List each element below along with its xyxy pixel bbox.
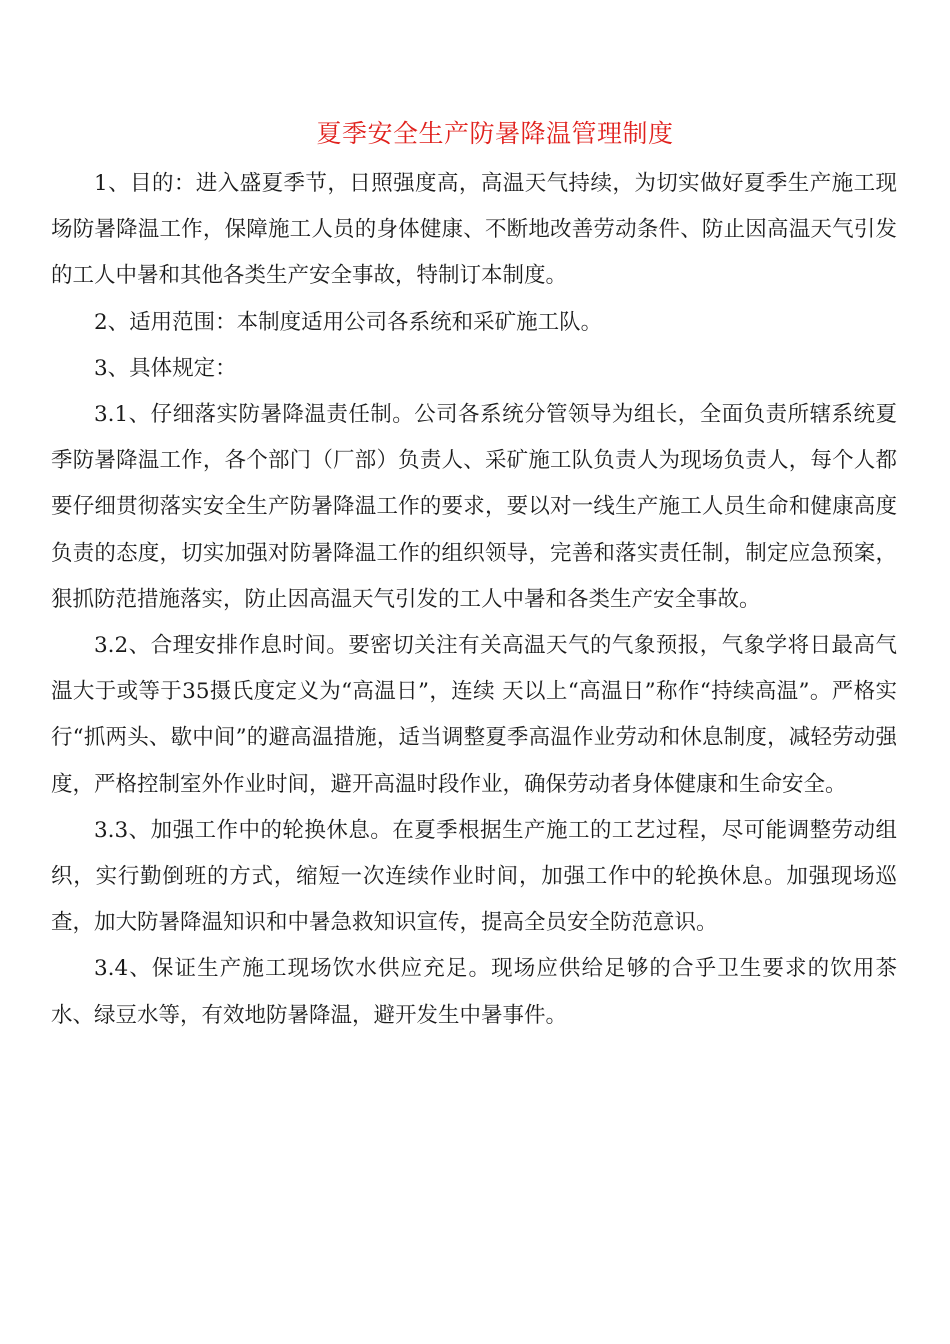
document-title: 夏季安全生产防暑降温管理制度 [316,119,674,148]
document-body [51,161,897,1039]
paragraph-scope: 2、适用范围：本制度适用公司各系统和采矿施工队。 [94,309,603,335]
paragraph-rule-3-1: 3.1、仔细落实防暑降温责任制。公司各系统分管领导为组长，全面负责所辖系统夏季防暑降温工作，各个部门（厂部）负责人、采矿施工队负责人为现场负责人，每个人都要仔细贯彻落实安全生产防暑降温工作的要求，要以对一线生产施工人员生命和健康高度负责的态度，切实加强对防暑降温工作的组织领导，完善和落实责任制，制定应急预案，狠抓防范措施落实，防止因高温天气引发的工人中暑和各类生产安全事故。 [51,402,897,612]
paragraph-rules-heading: 3、具体规定： [94,355,237,381]
paragraph-rule-3-3: 3.3、加强工作中的轮换休息。在夏季根据生产施工的工艺过程，尽可能调整劳动组织，实行勤倒班的方式，缩短一次连续作业时间，加强工作中的轮换休息。加强现场巡查，加大防暑降温知识和中暑急救知识宣传，提高全员安全防范意识。 [51,817,897,936]
paragraph-rule-3-4: 3.4、保证生产施工现场饮水供应充足。现场应供给足够的合乎卫生要求的饮用茶水、绿豆水等，有效地防暑降温，避开发生中暑事件。 [51,956,897,1028]
paragraph-purpose: 1、目的：进入盛夏季节，日照强度高，高温天气持续，为切实做好夏季生产施工现场防暑降温工作，保障施工人员的身体健康、不断地改善劳动条件、防止因高温天气引发的工人中暑和其他各类生产安全事故，特制订本制度。 [51,171,897,289]
paragraph-rule-3-2: 3.2、合理安排作息时间。要密切关注有关高温天气的气象预报，气象学将日最高气温大于或等于35摄氏度定义为“高温日”，连续 天以上“高温日”称作“持续高温”。严格实行“抓两头、歇中间”的避高温措施，适当调整夏季高温作业劳动和休息制度，减轻劳动强度，严格控制室外作业时间，避开高温时段作业，确保劳动者身体健康和生命安全。 [51,633,897,797]
